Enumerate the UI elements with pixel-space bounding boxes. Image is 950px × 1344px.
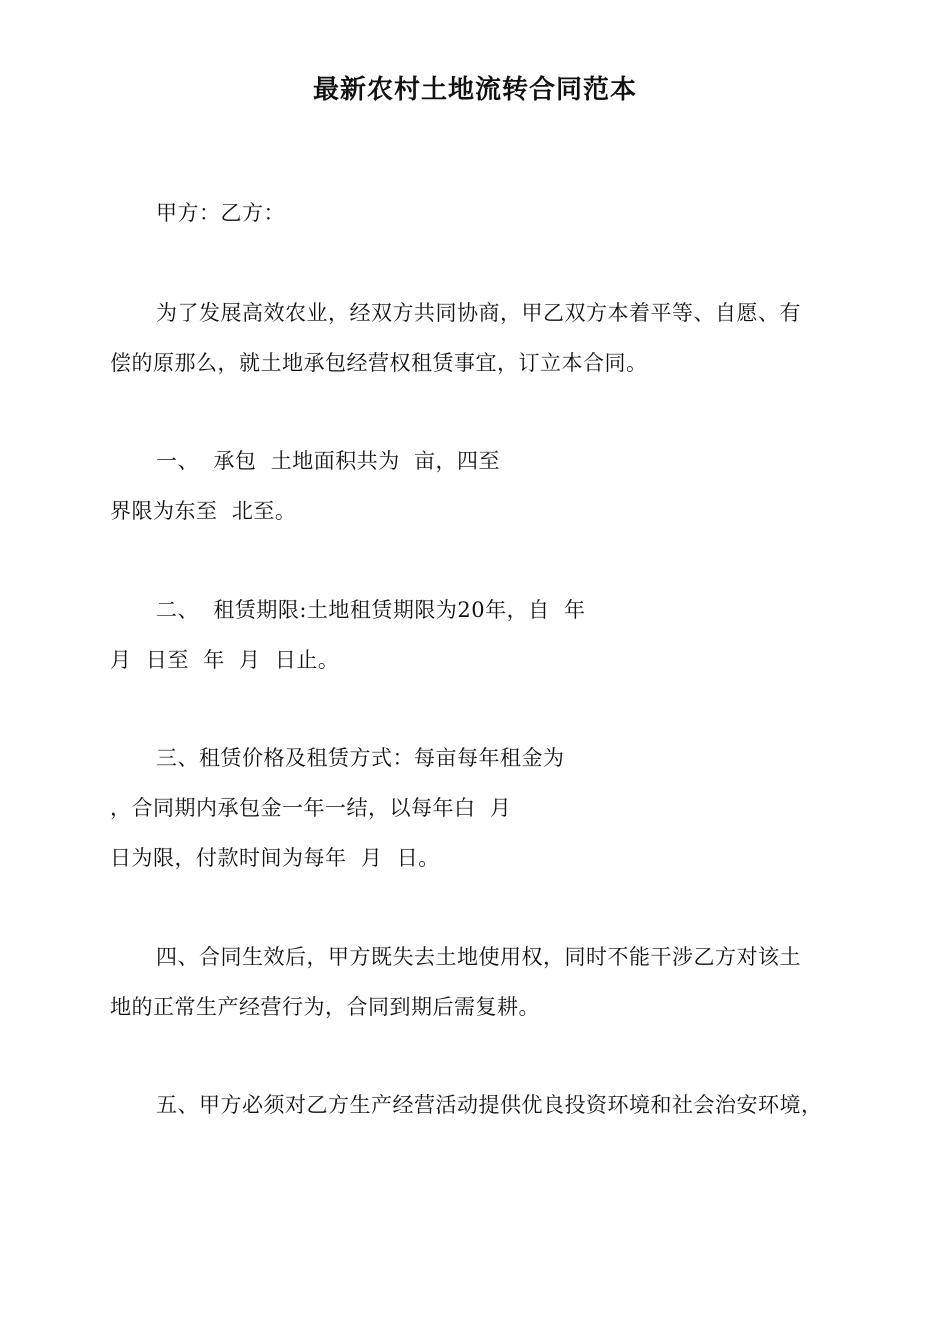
- document-title: 最新农村土地流转合同范本: [312, 75, 637, 105]
- clause-1-line-1: 一、 承包 土地面积共为 亩，四至: [156, 449, 501, 473]
- clause-2-line-1: 二、 租赁期限:土地租赁期限为20年，自 年: [156, 598, 586, 622]
- clause-3-line-2: ，合同期内承包金一年一结，以每年白 月: [110, 796, 512, 820]
- intro-paragraph-line-2: 偿的原那么，就土地承包经营权租赁事宜，订立本合同。: [110, 351, 648, 375]
- clause-4-line-1: 四、合同生效后，甲方既失去土地使用权，同时不能干涉乙方对该土: [156, 945, 801, 969]
- clause-4-line-2: 地的正常生产经营行为，合同到期后需复耕。: [110, 995, 540, 1019]
- parties-line: 甲方：乙方：: [156, 201, 285, 225]
- clause-3-line-3: 日为限，付款时间为每年 月 日。: [110, 846, 440, 870]
- clause-5-line-1: 五、甲方必须对乙方生产经营活动提供优良投资环境和社会治安环境，: [156, 1093, 823, 1117]
- clause-1-line-2: 界限为东至 北至。: [110, 499, 297, 523]
- clause-2-line-2: 月 日至 年 月 日止。: [110, 648, 340, 672]
- intro-paragraph-line-1: 为了发展高效农业，经双方共同协商，甲乙双方本着平等、自愿、有: [156, 301, 801, 325]
- clause-3-line-1: 三、租赁价格及租赁方式：每亩每年租金为: [156, 746, 565, 770]
